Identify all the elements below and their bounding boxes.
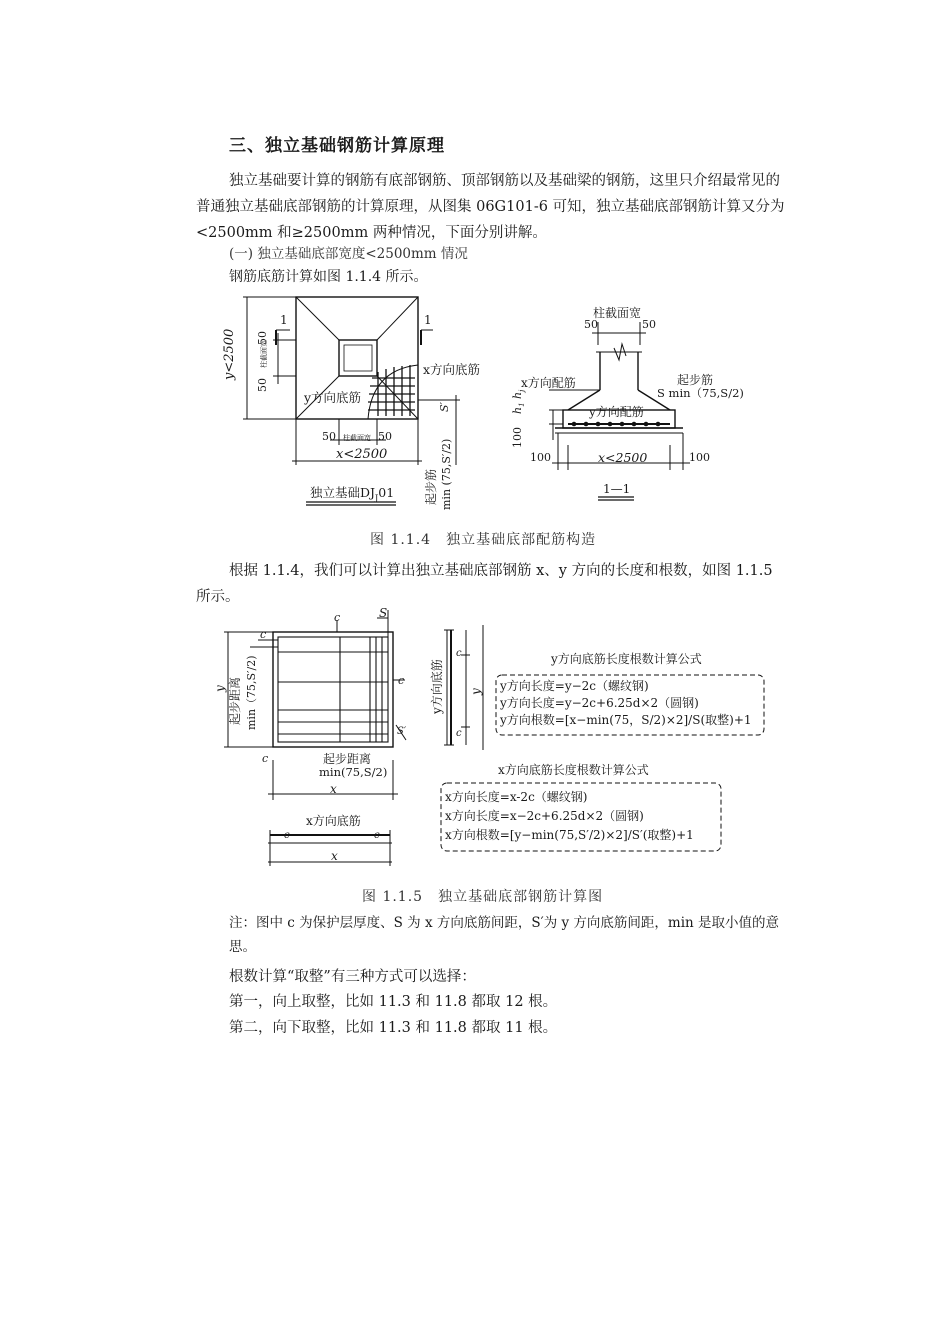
section-s-min-label: S min（75,S/2) (657, 386, 744, 400)
x-formula-line: x方向根数=[y−min(75,S′/2)×2]/S′(取整)+1 (445, 828, 694, 842)
x-formula-line: x方向长度=x−2c+6.25d×2（圆钢) (445, 809, 644, 823)
dim-50-bottom: 50 (256, 378, 269, 392)
x-formula-line: x方向长度=x-2c（螺纹钢) (445, 790, 588, 804)
start-min-horizontal: min(75,S/2) (319, 765, 388, 779)
rounding-option-1: 第一，向上取整，比如 11.3 和 11.8 都取 12 根。 (229, 994, 558, 1010)
rounding-option-2: 第二，向下取整，比如 11.3 和 11.8 都取 11 根。 (229, 1020, 558, 1036)
start-bar-label: 起步筋 (424, 468, 438, 505)
figure-1-1-5-intro: 根据 1.1.4，我们可以计算出独立基础底部钢筋 x、y 方向的长度和根数，如图 1.1.5 所示。 (196, 563, 773, 605)
footing-plan-outline (273, 632, 393, 747)
figure-1-1-4-caption: 图 1.1.4 独立基础底部配筋构造 (370, 532, 597, 548)
y-dim-label: y (213, 685, 227, 692)
x-formula-title: x方向底筋长度根数计算公式 (498, 763, 649, 777)
s-prime-label: S′ (438, 401, 451, 412)
section-column-width: 柱截面宽 (593, 306, 642, 320)
bottom-dim-50a: 50 (322, 430, 336, 443)
start-distance-horizontal: 起步距离 (323, 752, 372, 766)
y-bar-c1-label: c (456, 648, 462, 659)
x-bar-label: x方向底筋 (306, 814, 361, 828)
bottom-dim-50b: 50 (378, 430, 392, 443)
y-formula-line: y方向长度=y−2c（螺纹钢) (500, 679, 649, 693)
x-dimension-label: x<2500 (336, 447, 388, 462)
c-top2-label: c (334, 611, 341, 624)
x-bar-c2-label: c (374, 830, 380, 841)
c-right-label: c (398, 674, 405, 687)
x-formula-list (445, 788, 694, 845)
section-y-bar-label: y方向配筋 (589, 405, 644, 419)
y-bar-c2-label: c (456, 728, 462, 739)
y-formula-line: y方向长度=y−2c+6.25d×2（圆钢) (500, 696, 699, 710)
subsection-heading: (一) 独立基础底部宽度<2500mm 情况 (229, 246, 468, 262)
y-rebar-label: y方向底筋 (304, 390, 362, 405)
x-rebar-label: x方向底筋 (423, 362, 481, 377)
section-dim-50a: 50 (584, 318, 598, 331)
dim-50-top: 50 (256, 331, 269, 345)
bottom-column-width: 柱截面宽 (343, 434, 371, 442)
s-top-label: S (379, 606, 388, 620)
section-h-label: $h_1$ $h_j$ (511, 389, 527, 414)
section-x-dim: x<2500 (598, 450, 648, 465)
x-bar-x-label: x (331, 849, 338, 863)
figure-reference-text: 钢筋底筋计算如图 1.1.4 所示。 (229, 269, 428, 285)
section-h-100: 100 (511, 427, 524, 448)
c-top-label: c (260, 628, 267, 641)
y-bar-label: y方向底筋 (430, 659, 444, 714)
column-width-vertical: 柱截面宽 (260, 340, 268, 368)
section-left-100: 100 (530, 451, 551, 464)
section-mark-right: 1 (424, 313, 432, 327)
s-prime-right-label: S′ (397, 726, 407, 737)
start-min-vertical: min（75,S′/2) (245, 655, 258, 730)
y-dimension-label: y<2500 (222, 328, 237, 380)
y-bar-y-label: y (469, 688, 483, 695)
rounding-intro: 根数计算“取整”有三种方式可以选择： (229, 969, 476, 985)
y-formula-title: y方向底筋长度根数计算公式 (551, 652, 702, 666)
y-formula-list (500, 678, 752, 729)
section-title: 1—1 (603, 482, 631, 496)
column-outline (339, 340, 377, 376)
note-paragraph: 注：图中 c 为保护层厚度、S 为 x 方向底筋间距，S′为 y 方向底筋间距，min 是取小值的意思。 (229, 915, 780, 955)
section-right-100: 100 (689, 451, 710, 464)
section-dim-50b: 50 (642, 318, 656, 331)
section-heading: 三、独立基础钢筋计算原理 (229, 136, 445, 156)
y-formula-line: y方向根数=[x−min(75，S/2)×2]/S(取整)+1 (500, 713, 752, 727)
start-distance-vertical: 起步距离 (228, 676, 242, 725)
x-dim-label: x (330, 782, 337, 796)
section-start-bar-label: 起步筋 (677, 373, 714, 387)
plan-title: 独立基础$DJ_J01$ (310, 485, 395, 503)
c-bottom-label: c (262, 752, 269, 765)
figure-1-1-5-caption: 图 1.1.5 独立基础底部钢筋计算图 (362, 889, 604, 905)
start-min-label: min (75,S′/2) (440, 438, 453, 510)
intro-paragraph: 独立基础要计算的钢筋有底部钢筋、顶部钢筋以及基础梁的钢筋，这里只介绍最常见的普通独立基础底部钢筋的计算原理，从图集 06G101-6 可知，独立基础底部钢筋计算又分为<2500mm 和≥2500mm 两种情况，下面分别讲解。 (196, 173, 785, 241)
x-bar-c1-label: c (284, 830, 290, 841)
section-mark-left: 1 (280, 313, 288, 327)
section-x-bar-label: x方向配筋 (521, 376, 576, 390)
